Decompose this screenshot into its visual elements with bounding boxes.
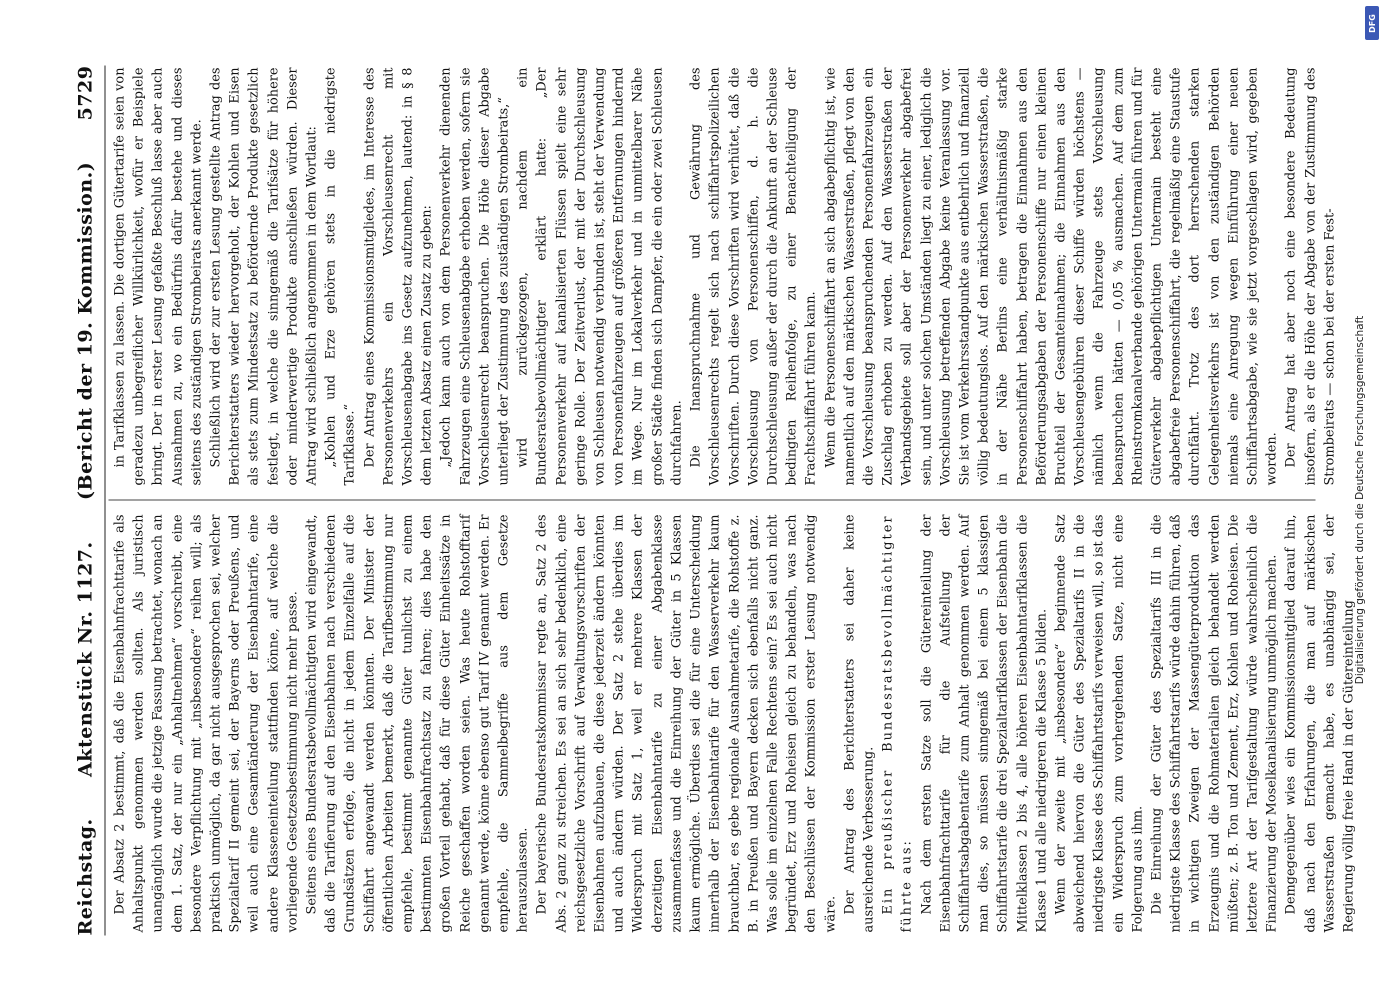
header-left: Reichstag. — [74, 817, 96, 935]
header-report-title: (Bericht der 19. Kommission.) — [74, 161, 96, 500]
paragraph: Demgegenüber wies ein Kommissionsmitglied darauf hin, daß nach den Erfahrungen, die man auf märkischen Wasserstraßen gemacht habe, es unabhängig sei, der Regierung völlig freie Hand in der Gütereinteilung — [1283, 514, 1356, 932]
paragraph: wird zurückgezogen, nachdem ein Bundesratsbevollmächtigter erklärt hatte: „Der Personenverkehr auf kanalisierten Flüssen spielt eine sehr geringe Rolle. Der Zeitverlust, der mit der Durchschleusung von Schleusen notwendig verbunden ist, steht der Verwendung von Personenfahrzeugen auf größeren Entfernungen hindernd im Wege. Nur im Lokalverkehr und in unmittelbarer Nähe großer Städte finden sich Dampfer, die ein oder zwei Schleusen durchfahren. — [515, 67, 684, 485]
paragraph: Wenn der zweite mit „insbesondere“ beginnende Satz abweichend hiervon die Güter des Spezialtarifs II in die niedrigste Klasse des Schiffahrtstarifs verweisen will, so ist das ein Widerspruch zum vorhergehenden Satze, nicht eine Folgerung aus ihm. — [1052, 514, 1145, 932]
digitization-note — [1349, 20, 1371, 980]
paragraph: Der Antrag hat aber noch eine besondere Bedeutung insofern, als er die Höhe der Abgabe von der Zustimmung des Strombeirats — schon bei der ersten Fest- — [1283, 67, 1337, 485]
paragraph: Der Antrag des Berichterstatters sei daher keine ausreichende Verbesserung. — [841, 514, 876, 932]
text-column-left — [110, 514, 1356, 932]
paragraph: Der Absatz 2 bestimmt, daß die Eisenbahnfrachttarife als Anhaltspunkt genommen werden sollten. Als juristisch unangänglich wurde die jetzige Fassung betrachtet, wonach an dem 1. Satz, der nur ein „Anhaltnehmen“ vorschreibt, eine besondere Verpflichtung mit „insbesondere“ reihen will; als praktisch unmöglich, da gar nicht ausgesprochen sei, welcher Spezialtarif II gemeint sei, der Bayerns oder Preußens, und weil auch eine Gesamtänderung der Eisenbahntarife, eine andere Klasseneinteilung stattfinden könne, auf welche die vorliegende Gesetzesbestimmung nicht mehr passe. — [112, 514, 300, 932]
paragraph: Ein preußischer Bundesratsbevollmächtigter führte aus: — [880, 514, 915, 932]
paragraph: Die Einreihung der Güter des Spezialtarifs III in die niedrigste Klasse des Schiffahrtstarifs würde dahin führen, daß in wichtigen Zweigen der Massengüterproduktion das Erzeugnis und die Rohmaterialien gleich behandelt werden müßten; z. B. Ton und Zement, Erz, Kohlen und Roheisen. Die letztere Art der Tarifgestaltung würde wahrscheinlich die Finanzierung der Moselkanalisierung unmöglich machen. — [1148, 514, 1280, 932]
column-divider — [108, 499, 1315, 500]
dfg-logo-text: DFG — [1367, 13, 1377, 33]
text-column-right — [110, 67, 1337, 485]
header-document-number: Aktenstück Nr. 1127. — [74, 540, 96, 777]
paragraph: Der bayerische Bundesratskommissar regte an, Satz 2 des Abs. 2 ganz zu streichen. Es sei an sich sehr bedenklich, eine reichsgesetzliche Vorschrift auf Verwaltungsvorschriften der Eisenbahnen aufzubauen, die diese jederzeit ändern könnten und auch ändern würden. Der Satz 2 stehe überdies im Widerspruch mit Satz 1, weil er mehrere Klassen der derzeitigen Eisenbahntarife zu einer Abgabenklasse zusammenfasse und die Einreihung der Güter in 5 Klassen kaum ermögliche. Überdies sei die für eine Unterscheidung innerhalb der Eisenbahntarife für den Wasserverkehr kaum brauchbar, es gebe regionale Ausnahmetarife, die Rohstoffe z. B. in Preußen und Bayern decken sich ebenfalls nicht ganz. Was solle im einzelnen Falle Rechtens sein? Es sei auch nicht begründet, Erz und Roheisen gleich zu behandeln, was nach den Beschlüssen der Kommission erster Lesung notwendig wäre. — [534, 514, 838, 932]
paragraph: Seitens eines Bundesratsbevollmächtigten wird eingewandt, daß die Tarifierung auf den Eisenbahnen nach verschiedenen Grundsätzen erfolge, die nicht in jedem Einzelfalle auf die Schiffahrt angewandt werden könnten. Der Minister der öffentlichen Arbeiten bemerkt, daß die Tarifbestimmung nur empfehle, bestimmt genannte Güter tunlichst zu einem bestimmten Eisenbahnfrachtsatz zu fahren; dies habe den großen Vorteil gehabt, daß für diese Güter Einheitssätze in Reiche geschaffen worden seien. Was heute Rohstofftarif genannt werde, könne ebenso gut Tarif IV genannt werden. Er empfehle, die Sammelbegriffe aus dem Gesetze herauszulassen. — [304, 514, 531, 932]
paragraph: Der Antrag eines Kommissionsmitgliedes, im Interesse des Personenverkehrs ein Vorschleusenrecht mit Vorschleusenabgabe ins Gesetz aufzunehmen, lautend: in § 8 dem letzten Absatz einen Zusatz zu geben: — [361, 67, 435, 485]
header-rule — [104, 65, 105, 935]
page-header — [68, 65, 102, 935]
quoted-motion: „Jedoch kann auch von dem Personenverkehr dienenden Fahrzeugen eine Schleusenabgabe erhoben werden, sofern sie Vorschleusenrecht beanspruchen. Die Höhe dieser Abgabe unterliegt der Zustimmung des zuständigen Strombeirats,“ — [438, 67, 512, 485]
digitization-note-text: Digitalisierung gefördert durch die Deutsche Forschungsgemeinschaft — [1354, 315, 1366, 685]
paragraph: Schließlich wird der zur ersten Lesung gestellte Antrag des Berichterstatters wieder hervorgeholt, der Kohlen und Eisen als stets zum Mindestsatz zu befördernde Produkte gesetzlich festlegt, in welche die sinngemäß die Tarifsätze für höhere oder minderwertige Produkte anschließen würden. Dieser Antrag wird schließlich angenommen in dem Wortlaut: — [208, 67, 320, 485]
dfg-logo — [1365, 6, 1379, 40]
paragraph: Wenn die Personenschiffahrt an sich abgabepflichtig ist, wie namentlich auf den märkischen Wasserstraßen, pflegt von den die Vorschleusung beanspruchenden Personenfahrzeugen ein Zuschlag erhoben zu werden. Auf den Wasserstraßen der Verbandsgebiete soll aber der Personenverkehr abgabefrei sein, und unter solchen Umständen liegt zu einer, lediglich die Vorschleusung betreffenden Abgabe keine Veranlassung vor. Sie ist vom Verkehrsstandpunkte aus entbehrlich und finanziell völlig bedeutungslos. Auf den märkischen Wasserstraßen, die in der Nähe Berlins eine verhältnismäßig starke Personenschiffahrt haben, betragen die Einnahmen aus den Beförderungsabgaben der Personenschiffe nur einen kleinen Bruchteil der Gesamteinnahmen; die Einnahmen aus den Vorschleusengebühren dieser Schiffe würden höchstens — nämlich wenn die Fahrzeuge stets Vorschleusung beanspruchen hätten — 0,05 % ausmachen. Auf dem zum Rheinstromkanalverbande gehörigen Untermain führen und für Güterverkehr abgabepflichtigen Untermain besteht eine abgabefreie Personenschiffahrt, die regelmäßig eine Staustufe durchfährt. Trotz des dort herrschenden starken Gelegenheitsverkehrs ist von den zuständigen Behörden niemals eine Anregung wegen Einführung einer neuen Schiffahrtsabgabe, wie sie jetzt vorgeschlagen wird, gegeben worden. — [822, 67, 1280, 485]
quoted-resolution: „Kohlen und Erze gehören stets in die niedrigste Tarifklasse.“ — [323, 67, 358, 485]
page-number: 5729 — [74, 65, 96, 120]
paragraph: in Tarifklassen zu lassen. Die dortigen Gütertarife seien von geradezu unbegreiflicher Willkürlichkeit, wofür er Beispiele bringt. Der in erster Lesung gefaßte Beschluß lasse aber auch Ausnahmen zu, wo ein Bedürfnis dafür bestehe und dieses seitens des zuständigen Strombeirats anerkannt werde. — [112, 67, 204, 485]
paragraph: Nach dem ersten Satze soll die Gütereinteilung der Eisenbahnfrachttarife für die Aufstellung der Schiffahrtsabgabentarife zum Anhalt genommen werden. Auf man dies, so müssen sinngemäß bei einem 5 klassigen Schiffahrtstarife die drei Spezialtarifklassen der Eisenbahn die Mittelklassen 2 bis 4, alle höheren Eisenbahntarifklassen die Klasse 1 und alle niedrigeren die Klasse 5 bilden. — [918, 514, 1049, 932]
paragraph: Die Inanspruchnahme und Gewährung des Vorschleusenrechts regelt sich nach schiffahrtspolizeilichen Vorschriften. Durch diese Vorschriften wird verhütet, daß die Vorschleusung von Personenschiffen, d. h. die Durchschleusung außer der durch die Ankunft an der Schleuse bedingten Reihenfolge, zu einer Benachteiligung der Frachtschiffahrt führen kann. — [688, 67, 819, 485]
